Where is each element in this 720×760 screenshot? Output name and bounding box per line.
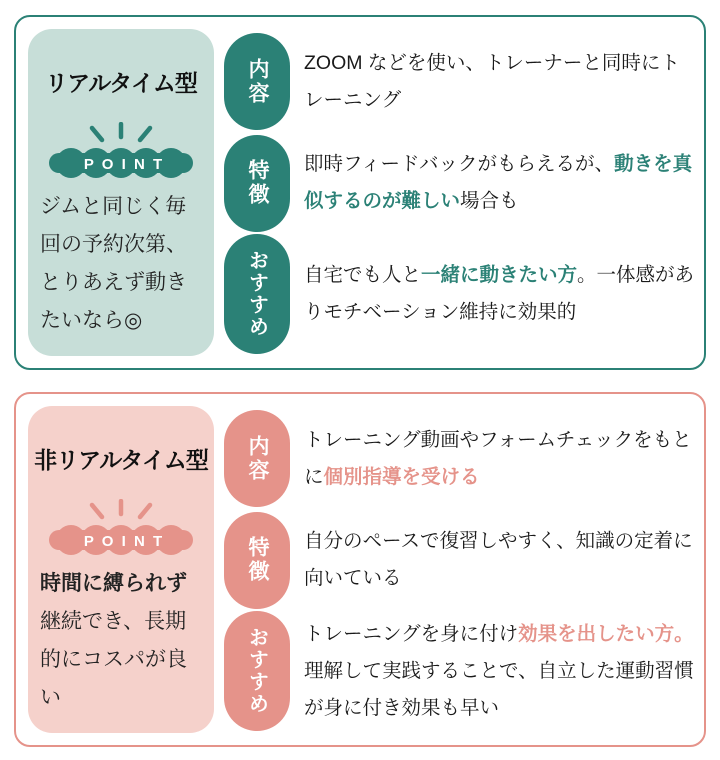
feature-label: 特徴 <box>224 135 290 232</box>
info-rows <box>224 406 696 733</box>
comparison-infographic <box>14 15 706 747</box>
row-text-highlight: 効果を出したい方。 <box>518 622 694 645</box>
point-label: P O I N T <box>83 156 165 173</box>
realtime-card <box>14 15 706 370</box>
row-text <box>304 45 696 119</box>
row-text-pre: ZOOM などを使い、トレーナーと同時にトレーニング <box>304 51 680 111</box>
row-text-pre: 自宅でも人と <box>304 264 422 286</box>
point-badge <box>41 499 201 559</box>
row-text-pre: トレーニングを身に付け <box>304 622 519 645</box>
row-text <box>304 616 696 727</box>
row-text-highlight: 一緒に動きたい方 <box>421 264 578 286</box>
summary-panel <box>28 29 214 356</box>
point-badge-icon <box>41 499 201 559</box>
info-rows <box>224 29 696 356</box>
point-note-text: 継続でき、長期的にコスパが良い <box>40 610 187 709</box>
content-label: 内容 <box>224 410 290 507</box>
recommend-row <box>224 234 696 354</box>
card-title: 非リアルタイム型 <box>34 447 208 473</box>
card-title: リアルタイム型 <box>45 70 197 96</box>
row-text-pre: トレーニング動画やフォームチェックをもとに <box>304 428 692 488</box>
sparkle-icon <box>92 124 150 140</box>
feature-label: 特徴 <box>224 512 290 609</box>
row-text <box>304 422 696 496</box>
sparkle-icon <box>92 501 150 517</box>
summary-panel <box>28 406 214 733</box>
content-label: 内容 <box>224 33 290 130</box>
point-note <box>36 188 206 340</box>
row-text <box>304 146 696 220</box>
feature-row <box>224 133 696 235</box>
row-text <box>304 523 696 597</box>
row-text-pre: 即時フィードバックがもらえるが、 <box>304 153 615 176</box>
feature-row <box>224 510 696 612</box>
recommend-label: おすすめ <box>224 234 290 354</box>
non-realtime-card <box>14 392 706 747</box>
recommend-label: おすすめ <box>224 611 290 731</box>
point-badge <box>41 122 201 182</box>
point-note-bold: 時間に縛られず <box>40 572 187 595</box>
row-text-post: 。一体感がありモチベーション維持に効果的 <box>304 264 695 323</box>
recommend-row <box>224 611 696 731</box>
point-badge-icon <box>41 122 201 182</box>
point-label: P O I N T <box>83 533 165 550</box>
content-row <box>224 31 696 133</box>
row-text-pre: 自分のペースで復習しやすく、知識の定着に向いている <box>304 530 693 590</box>
point-note-text: ジムと同じく毎回の予約次第、とりあえず動きたいなら◎ <box>40 195 187 332</box>
row-text <box>304 257 696 331</box>
row-text-post: 場合も <box>460 190 519 213</box>
point-note <box>36 565 206 717</box>
row-text-post: 理解して実践することで、自立した運動習慣が身に付き効果も早い <box>304 659 694 719</box>
row-text-highlight: 動きを真似するのが難しい <box>304 153 693 213</box>
row-text-highlight: 個別指導を受ける <box>323 465 480 488</box>
content-row <box>224 408 696 510</box>
